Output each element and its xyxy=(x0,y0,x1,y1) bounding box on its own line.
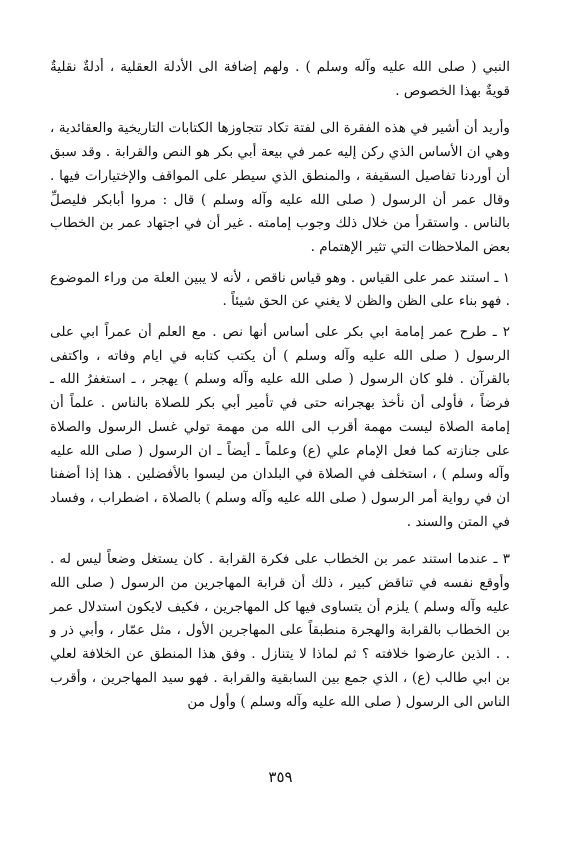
paragraph-point-3: ٣ ـ عندما استند عمر بن الخطاب على فكرة القرابة . كان يستغل وضعاً ليس له . وأوقع نفسه في تناقض كبير ، ذلك أن قرابة المهاجرين من الرسول ( صلى الله عليه وآله وسلم ) يلزم أن يتساوى فيها كل المهاجرين ، فكيف لايكون استدلال عمر بن الخطاب بالقرابة والهجرة منطبقاً على المهاجرين الأول ، مثل عمّار ، وأبي ذر و . . الذين عارضوا خلافته ؟ ثم لماذا لا يتنازل . وفق هذا المنطق عن الخلافة لعلي بن ابي طالب (ع) ، الذي جمع بين السابقية والقرابة . فهو سيد المهاجرين ، وأقرب الناس الى الرسول ( صلى الله عليه وآله وسلم ) وأول من xyxy=(50,551,510,710)
paragraph-2: وأريد أن أشير في هذه الفقرة الى لفتة تكاد تتجاوزها الكتابات التاريخية والعقائدية ، وهي ان الأساس الذي ركن إليه عمر في بيعة أبي بكر هو النص والقرابة . وقد سبق أن أوردنا تفاصيل السقيفة ، والمنطق الذي سيطر على المواقف والإختيارات فيها . وقال عمر أن الرسول ( صلى الله عليه وآله وسلم ) قال : مروا أبابكر فليصلِّ بالناس . واستقرأ من خلال ذلك وجوب إمامته . غير أن في اجتهاد عمر بن الخطاب بعض الملاحظات التي تثير الإهتمام . xyxy=(50,120,510,255)
paragraph-point-1: ١ ـ استند عمر على القياس . وهو قياس ناقص ، لأنه لا يبين العلة من وراء الموضوع . فهو بناء على الظن والظن لا يغني عن الحق شيئاً . xyxy=(50,269,510,310)
page-body xyxy=(50,56,510,714)
page-number: ٣٥٩ xyxy=(268,768,293,786)
paragraph-1: النبي ( صلى الله عليه وآله وسلم ) . ولهم إضافة الى الأدلة العقلية ، أدلةٌ نقليةٌ قويةٌ بهذا الخصوص . xyxy=(50,59,510,99)
paragraph-point-2: ٢ ـ طرح عمر إمامة ابي بكر على أساس أنها نص . مع العلم أن عمراً ابي على الرسول ( صلى الله عليه وآله وسلم ) أن يكتب كتابه في ايام وفاته ، واكتفى بالقرآن . فلو كان الرسول ( صلى الله عليه وآله وسلم ) يهجر ، ـ استغفرُ الله ـ فرضاً ، فأولى أن نأخذ بهجرانه حتى في تأمير أبي بكر للصلاة بالناس . علماً أن إمامة الصلاة ليست مهمة أقرب الى الله من مهمة تولي غسل الرسول والصلاة على جنازته كما فعل الإمام علي (ع) وعلماً ـ أيضاً ـ ان الرسول ( صلى الله عليه وآله وسلم ) ، استخلف في الصلاة في البلدان من ليسوا بالأفضلين . هذا إذا أضفنا ان في رواية أمر الرسول ( صلى الله عليه وآله وسلم ) بالصلاة ، اضطراب ، وفساد في المتن والسند . xyxy=(50,324,510,530)
